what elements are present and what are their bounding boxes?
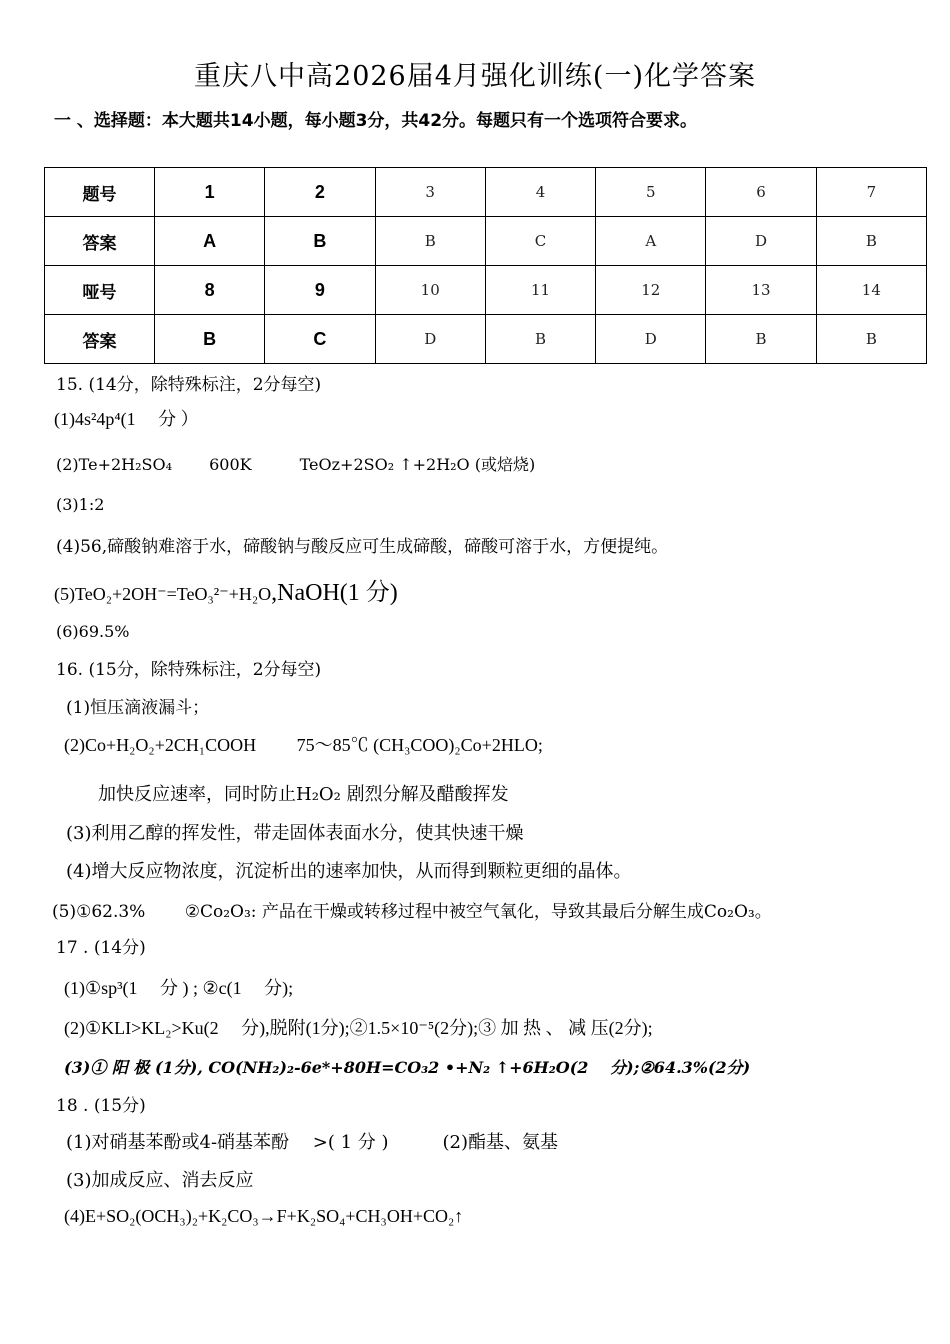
q18-answer-3: (3)加成反应、消去反应 <box>66 1170 254 1191</box>
q15-answer-2: (2)Te+2H₂SO₄ 600K TeOz+2SO₂ ↑+2H₂O (或焙烧) <box>56 455 536 474</box>
table-cell: 4 <box>485 168 595 217</box>
q17-header: 17 . (14分) <box>56 938 146 958</box>
q16-header: 16. (15分，除特殊标注，2分每空) <box>56 660 322 680</box>
table-cell: 8 <box>155 266 265 315</box>
page-title: 重庆八中高2026届4月强化训练(一)化学答案 <box>194 61 756 92</box>
section-heading-choice: 一 、选择题：本大题共14小题，每小题3分，共42分。每题只有一个选项符合要求。 <box>54 111 698 131</box>
table-row <box>45 168 927 217</box>
table-row <box>45 266 927 315</box>
q16-answer-2b: 加快反应速率，同时防止H₂O₂ 剧烈分解及醋酸挥发 <box>98 784 509 805</box>
table-cell: 3 <box>375 168 485 217</box>
table-cell: 12 <box>596 266 706 315</box>
table-cell: D <box>706 217 816 266</box>
row-header-cell: 答案 <box>45 217 155 266</box>
q15-answer-5-equation: (5)TeO₂+2OH⁻=TeO₃²⁻+H₂O <box>54 584 272 604</box>
table-cell: D <box>375 315 485 364</box>
table-cell: 2 <box>265 168 375 217</box>
answer-table <box>44 167 927 364</box>
table-cell: 10 <box>375 266 485 315</box>
table-cell: D <box>596 315 706 364</box>
table-cell: 13 <box>706 266 816 315</box>
q16-answer-5: (5)①62.3% ②Co₂O₃: 产品在干燥或转移过程中被空气氧化，导致其最后分解生成Co₂O₃。 <box>52 902 772 922</box>
table-cell: 14 <box>816 266 926 315</box>
table-cell: B <box>375 217 485 266</box>
row-header-cell: 答案 <box>45 315 155 364</box>
table-cell: B <box>816 315 926 364</box>
q15-answer-1: (1)4s²4p⁴(1 分 ） <box>54 409 199 429</box>
row-header-cell: 哑号 <box>45 266 155 315</box>
table-cell: B <box>265 217 375 266</box>
q15-answer-3: (3)1:2 <box>56 495 105 514</box>
table-cell: 11 <box>485 266 595 315</box>
q15-answer-4: (4)56,碲酸钠难溶于水，碲酸钠与酸反应可生成碲酸，碲酸可溶于水，方便提纯。 <box>56 537 669 557</box>
q15-answer-5 <box>54 572 398 607</box>
table-cell: B <box>816 217 926 266</box>
table-cell: 7 <box>816 168 926 217</box>
table-cell: A <box>596 217 706 266</box>
q15-answer-5-reagent: ,NaOH(1 分) <box>271 580 398 606</box>
q17-answer-2: (2)①KLI>KL₂>Ku(2 分),脱附(1分);②1.5×10⁻⁵(2分);③ 加 热 、 减 压(2分); <box>64 1018 653 1038</box>
q15-header: 15. (14分，除特殊标注，2分每空) <box>56 375 322 395</box>
table-cell: C <box>265 315 375 364</box>
q16-answer-1: (1)恒压滴液漏斗； <box>66 698 210 718</box>
table-cell: 6 <box>706 168 816 217</box>
table-cell: A <box>155 217 265 266</box>
q16-answer-4: (4)增大反应物浓度，沉淀析出的速率加快，从而得到颗粒更细的晶体。 <box>66 861 632 882</box>
table-cell: 1 <box>155 168 265 217</box>
table-cell: 5 <box>596 168 706 217</box>
q16-answer-2: (2)Co+H₂O₂+2CH₁COOH 75～85℃ (CH₃COO)₂Co+2HLO; <box>64 735 543 755</box>
table-cell: B <box>706 315 816 364</box>
table-cell: 9 <box>265 266 375 315</box>
q18-answer-4: (4)E+SO₂(OCH₃)₂+K₂CO₃→F+K₂SO₄+CH₃OH+CO₂↑ <box>64 1206 464 1226</box>
q16-answer-3: (3)利用乙醇的挥发性，带走固体表面水分，使其快速干燥 <box>66 823 524 844</box>
table-cell: B <box>485 315 595 364</box>
table-row <box>45 217 927 266</box>
q18-header: 18 . (15分) <box>56 1096 146 1116</box>
q17-answer-1: (1)①sp³(1 分 ) ; ②c(1 分); <box>64 978 294 998</box>
table-row <box>45 315 927 364</box>
q17-answer-3: (3)① 阳 极 (1分), CO(NH₂)₂-6e*+80H=CO₃2 •+N₂ ↑+6H₂O(2 分);②64.3%(2分) <box>64 1058 751 1077</box>
row-header-cell: 题号 <box>45 168 155 217</box>
q18-answer-1: (1)对硝基苯酚或4-硝基苯酚 >( 1 分 ) (2)酯基、氨基 <box>66 1132 558 1153</box>
table-cell: B <box>155 315 265 364</box>
q15-answer-6: (6)69.5% <box>56 622 130 641</box>
table-cell: C <box>485 217 595 266</box>
